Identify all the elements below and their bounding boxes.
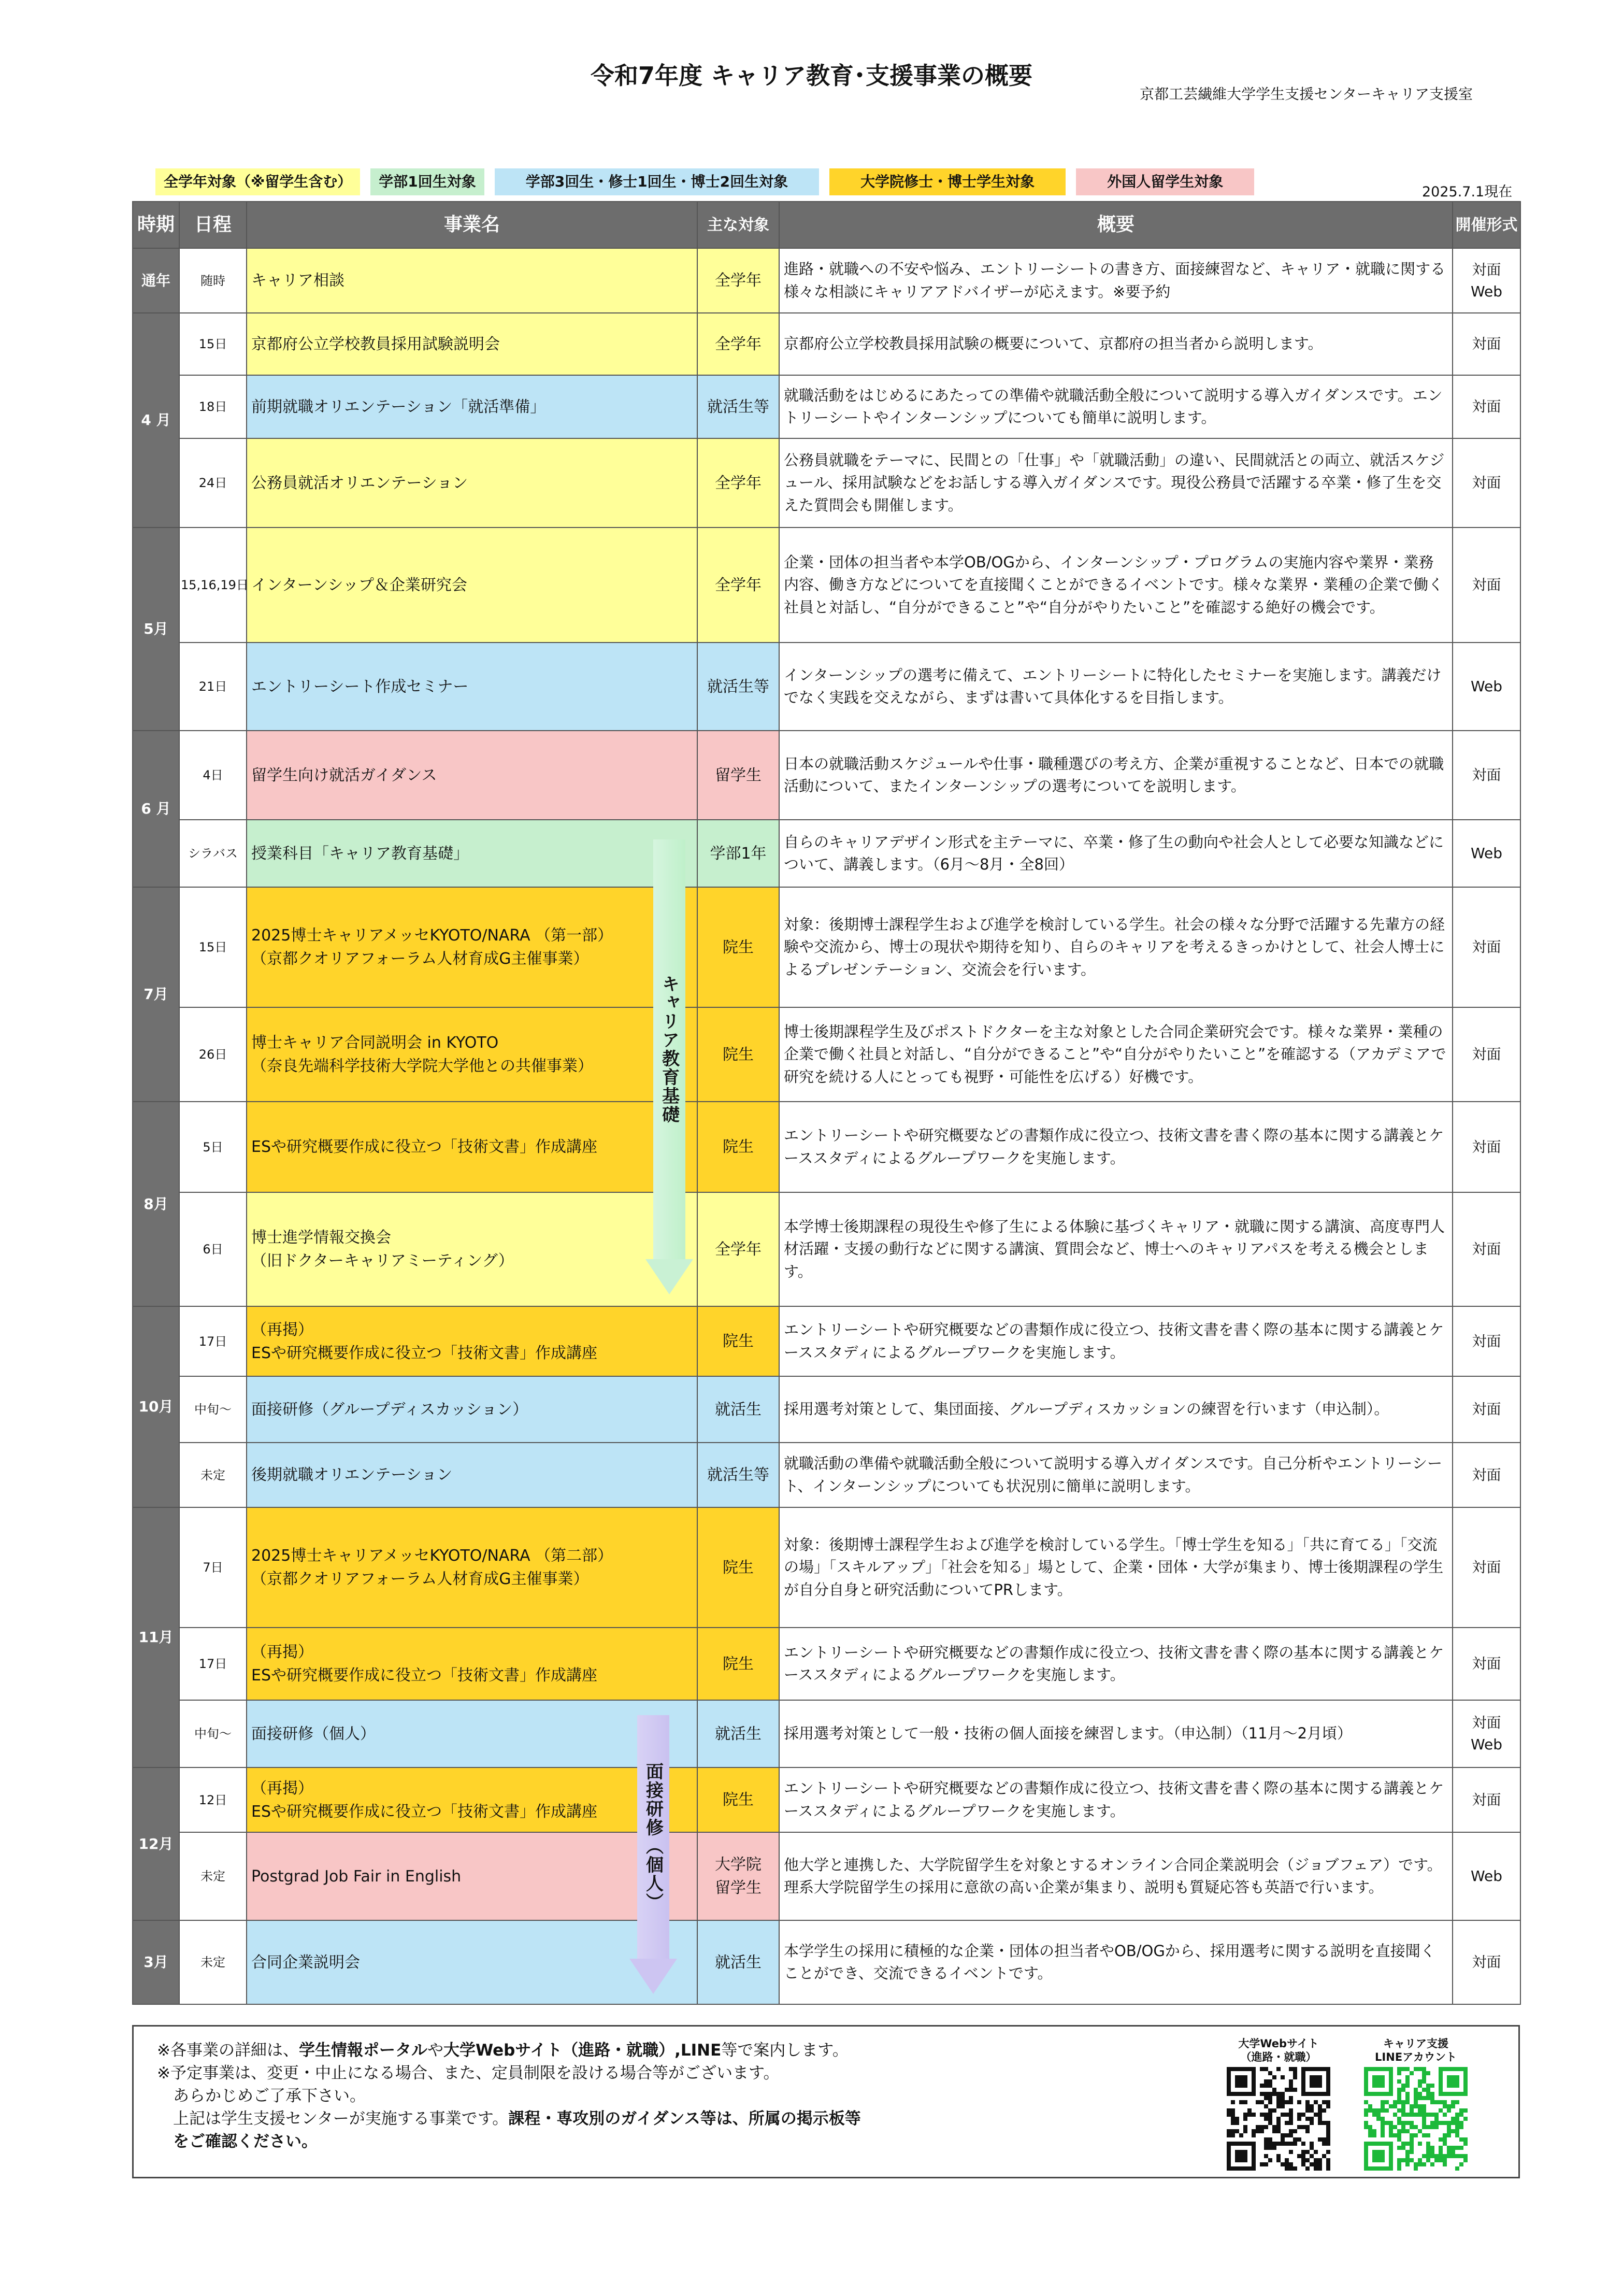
description-cell: 本学学生の採用に積極的な企業・団体の担当者やOB/OGから、採用選考に関する説明を直接聞くことができ、交流できるイベントです。	[779, 1920, 1453, 2004]
date-cell: 中旬～	[179, 1376, 247, 1443]
format-cell: 対面	[1453, 887, 1520, 1007]
description-cell: 本学博士後期課程の現役生や修了生による体験に基づくキャリア・就職に関する講演、高度専門人材活躍・支援の動行などに関する講演、質問会など、博士へのキャリアパスを考える機会とします。	[779, 1192, 1453, 1306]
month-cell: 6 月	[133, 731, 179, 887]
date-cell: 15日	[179, 887, 247, 1007]
target-cell: 院生	[697, 1767, 779, 1832]
page-title: 令和7年度 キャリア教育･支援事業の概要	[590, 62, 1033, 90]
table-row	[133, 1628, 1520, 1700]
format-cell: 対面	[1453, 1192, 1520, 1306]
target-cell: 院生	[697, 1102, 779, 1192]
date-cell: 26日	[179, 1007, 247, 1102]
description-cell: 企業・団体の担当者や本学OB/OGから、インターンシップ・プログラムの実施内容や業界・業務内容、働き方などについてを直接聞くことができるイベントです。様々な業界・業種の企業で働く社員と対話し、“自分ができること”や“自分がやりたいこと”を確認する絶好の機会です。	[779, 527, 1453, 643]
program-name-cell: 博士進学情報交換会 （旧ドクターキャリアミーティング）	[247, 1192, 697, 1306]
legend-item-undergrad1: 学部1回生対象	[370, 168, 484, 195]
description-cell: 自らのキャリアデザイン形式を主テーマに、卒業・修了生の動向や社会人として必要な知識などについて、講義します。（6月～8月・全8回）	[779, 820, 1453, 887]
header-name: 事業名	[247, 202, 697, 248]
description-cell: インターンシップの選考に備えて、エントリーシートに特化したセミナーを実施します。講義だけでなく実践を交えながら、まずは書いて具体化するを目指します。	[779, 643, 1453, 731]
target-cell: 全学年	[697, 313, 779, 375]
header-target: 主な対象	[697, 202, 779, 248]
format-cell: 対面	[1453, 731, 1520, 820]
table-row	[133, 1306, 1520, 1376]
career-course-arrow-label: キャリア教育基礎	[658, 975, 680, 1124]
month-cell: 11月	[133, 1507, 179, 1767]
table-row	[133, 820, 1520, 887]
target-cell: 全学年	[697, 527, 779, 643]
month-cell: 4 月	[133, 313, 179, 527]
note-line-2: ※予定事業は、変更・中止になる場合、また、定員制限を設ける場合等がございます。	[157, 2064, 780, 2083]
header-desc: 概要	[779, 202, 1453, 248]
legend-item-graduate: 大学院修士・博士学生対象	[829, 168, 1066, 195]
format-cell: 対面 Web	[1453, 1700, 1520, 1767]
description-cell: 進路・就職への不安や悩み、エントリーシートの書き方、面接練習など、キャリア・就職に関する様々な相談にキャリアアドバイザーが応えます。※要予約	[779, 248, 1453, 313]
description-cell: 採用選考対策として、集団面接、グループディスカッションの練習を行います（申込制）。	[779, 1376, 1453, 1443]
table-row	[133, 1700, 1520, 1767]
table-row	[133, 887, 1520, 1007]
program-name-cell: 博士キャリア合同説明会 in KYOTO （奈良先端科学技術大学院大学他との共催事業）	[247, 1007, 697, 1102]
description-cell: エントリーシートや研究概要などの書類作成に役立つ、技術文書を書く際の基本に関する講義とケーススタディによるグループワークを実施します。	[779, 1306, 1453, 1376]
description-cell: 就職活動をはじめるにあたっての準備や就職活動全般について説明する導入ガイダンスです。エントリーシートやインターンシップについても簡単に説明します。	[779, 375, 1453, 438]
note-line-4: 上記は学生支援センターが実施する事業です。課程・専攻別のガイダンス等は、所属の掲示板等	[157, 2109, 861, 2128]
date-cell: 4日	[179, 731, 247, 820]
as-of-date: 2025.7.1現在	[1422, 184, 1513, 200]
table-row	[133, 248, 1520, 313]
table-row	[133, 1102, 1520, 1192]
format-cell: Web	[1453, 1832, 1520, 1920]
table-row	[133, 1192, 1520, 1306]
target-cell: 就活生等	[697, 643, 779, 731]
date-cell: 5日	[179, 1102, 247, 1192]
date-cell: 17日	[179, 1306, 247, 1376]
qr-code-icon[interactable]	[1227, 2067, 1330, 2171]
format-cell: 対面	[1453, 1102, 1520, 1192]
table-row	[133, 1007, 1520, 1102]
description-cell: 他大学と連携した、大学院留学生を対象とするオンライン合同企業説明会（ジョブフェア）です。理系大学院留学生の採用に意欲の高い企業が集まり、説明も質疑応答も英語で行います。	[779, 1832, 1453, 1920]
date-cell: 21日	[179, 643, 247, 731]
format-cell: 対面	[1453, 1628, 1520, 1700]
target-cell: 院生	[697, 887, 779, 1007]
program-name-cell: ESや研究概要作成に役立つ「技術文書」作成講座	[247, 1102, 697, 1192]
description-cell: 就職活動の準備や就職活動全般について説明する導入ガイダンスです。自己分析やエントリーシート、インターンシップについても状況別に簡単に説明します。	[779, 1443, 1453, 1507]
date-cell: 15日	[179, 313, 247, 375]
date-cell: 随時	[179, 248, 247, 313]
table-row	[133, 1832, 1520, 1920]
format-cell: 対面	[1453, 527, 1520, 643]
career-course-arrow	[645, 839, 693, 1294]
color-legend	[155, 168, 1265, 195]
qr-line[interactable]: キャリア支援 LINEアカウント	[1359, 2037, 1473, 2174]
table-row	[133, 313, 1520, 375]
format-cell: 対面	[1453, 1376, 1520, 1443]
program-name-cell: （再掲） ESや研究概要作成に役立つ「技術文書」作成講座	[247, 1767, 697, 1832]
line-qr-code-icon[interactable]	[1364, 2067, 1468, 2171]
format-cell: 対面	[1453, 313, 1520, 375]
date-cell: 中旬～	[179, 1700, 247, 1767]
target-cell: 学部1年	[697, 820, 779, 887]
target-cell: 就活生	[697, 1700, 779, 1767]
format-cell: 対面	[1453, 375, 1520, 438]
program-name-cell: 後期就職オリエンテーション	[247, 1443, 697, 1507]
program-name-cell: 留学生向け就活ガイダンス	[247, 731, 697, 820]
header-period: 時期	[133, 202, 179, 248]
legend-item-all: 全学年対象（※留学生含む）	[155, 168, 360, 195]
format-cell: Web	[1453, 643, 1520, 731]
program-name-cell: 前期就職オリエンテーション「就活準備」	[247, 375, 697, 438]
target-cell: 就活生等	[697, 1443, 779, 1507]
website-link[interactable]: 大学Webサイト（進路・就職）,LINE	[443, 2041, 722, 2060]
target-cell: 大学院 留学生	[697, 1832, 779, 1920]
table-row	[133, 1507, 1520, 1628]
program-name-cell: 合同企業説明会	[247, 1920, 697, 2004]
program-name-cell: 2025博士キャリアメッセKYOTO/NARA （第一部） （京都クオリアフォーラム人材育成G主催事業）	[247, 887, 697, 1007]
legend-item-international: 外国人留学生対象	[1076, 168, 1254, 195]
month-cell: 12月	[133, 1767, 179, 1920]
table-row	[133, 1920, 1520, 2004]
qr-website[interactable]: 大学Webサイト （進路・就職）	[1222, 2037, 1335, 2174]
format-cell: 対面	[1453, 1767, 1520, 1832]
date-cell: 7日	[179, 1507, 247, 1628]
note-line-3: あらかじめご了承下さい。	[157, 2087, 366, 2105]
table-row	[133, 527, 1520, 643]
program-name-cell: 京都府公立学校教員採用試験説明会	[247, 313, 697, 375]
description-cell: 採用選考対策として一般・技術の個人面接を練習します。（申込制）（11月～2月頃）	[779, 1700, 1453, 1767]
program-name-cell: エントリーシート作成セミナー	[247, 643, 697, 731]
date-cell: 24日	[179, 438, 247, 527]
table-row	[133, 438, 1520, 527]
target-cell: 院生	[697, 1628, 779, 1700]
date-cell: 未定	[179, 1920, 247, 2004]
date-cell: 未定	[179, 1832, 247, 1920]
format-cell: 対面	[1453, 438, 1520, 527]
program-name-cell: 公務員就活オリエンテーション	[247, 438, 697, 527]
program-name-cell: （再掲） ESや研究概要作成に役立つ「技術文書」作成講座	[247, 1306, 697, 1376]
month-cell: 5月	[133, 527, 179, 731]
target-cell: 留学生	[697, 731, 779, 820]
note-line-1: ※各事業の詳細は、学生情報ポータルや大学Webサイト（進路・就職）,LINE等で案内します。	[157, 2041, 849, 2060]
date-cell: 15,16,19日	[179, 527, 247, 643]
target-cell: 全学年	[697, 248, 779, 313]
program-name-cell: 面接研修（個人）	[247, 1700, 697, 1767]
program-name-cell: 面接研修（グループディスカッション）	[247, 1376, 697, 1443]
date-cell: 18日	[179, 375, 247, 438]
month-cell: 7月	[133, 887, 179, 1102]
legend-item-job-hunting-years: 学部3回生・修士1回生・博士2回生対象	[495, 168, 819, 195]
date-cell: 未定	[179, 1443, 247, 1507]
table-header-row	[133, 202, 1520, 248]
format-cell: 対面	[1453, 1443, 1520, 1507]
target-cell: 就活生	[697, 1376, 779, 1443]
month-cell: 8月	[133, 1102, 179, 1306]
date-cell: 6日	[179, 1192, 247, 1306]
footer-notes	[132, 2025, 1520, 2178]
table-row	[133, 643, 1520, 731]
format-cell: 対面	[1453, 1306, 1520, 1376]
target-cell: 全学年	[697, 438, 779, 527]
interview-arrow-label: 面接研修（個人）	[642, 1762, 664, 1912]
target-cell: 全学年	[697, 1192, 779, 1306]
table-row	[133, 375, 1520, 438]
target-cell: 院生	[697, 1306, 779, 1376]
program-name-cell: キャリア相談	[247, 248, 697, 313]
interview-arrow	[629, 1715, 677, 1994]
table-row	[133, 1767, 1520, 1832]
target-cell: 就活生等	[697, 375, 779, 438]
format-cell: Web	[1453, 820, 1520, 887]
table-row	[133, 1443, 1520, 1507]
date-cell: 17日	[179, 1628, 247, 1700]
schedule-table	[132, 201, 1521, 2005]
date-cell: 12日	[179, 1767, 247, 1832]
table-row	[133, 1376, 1520, 1443]
description-cell: 京都府公立学校教員採用試験の概要について、京都府の担当者から説明します。	[779, 313, 1453, 375]
program-name-cell: （再掲） ESや研究概要作成に役立つ「技術文書」作成講座	[247, 1628, 697, 1700]
program-name-cell: Postgrad Job Fair in English	[247, 1832, 697, 1920]
program-name-cell: 授業科目「キャリア教育基礎」	[247, 820, 697, 887]
description-cell: エントリーシートや研究概要などの書類作成に役立つ、技術文書を書く際の基本に関する講義とケーススタディによるグループワークを実施します。	[779, 1102, 1453, 1192]
target-cell: 就活生	[697, 1920, 779, 2004]
format-cell: 対面 Web	[1453, 248, 1520, 313]
target-cell: 院生	[697, 1007, 779, 1102]
header-date: 日程	[179, 202, 247, 248]
program-name-cell: 2025博士キャリアメッセKYOTO/NARA （第二部） （京都クオリアフォーラム人材育成G主催事業）	[247, 1507, 697, 1628]
format-cell: 対面	[1453, 1920, 1520, 2004]
header-format: 開催形式	[1453, 202, 1520, 248]
description-cell: エントリーシートや研究概要などの書類作成に役立つ、技術文書を書く際の基本に関する講義とケーススタディによるグループワークを実施します。	[779, 1628, 1453, 1700]
description-cell: 対象：後期博士課程学生および進学を検討している学生。社会の様々な分野で活躍する先輩方の経験や交流から、博士の現状や期待を知り、自らのキャリアを考えるきっかけとして、社会人博士によるプレゼンテーション、交流会を行います。	[779, 887, 1453, 1007]
program-name-cell: インターンシップ＆企業研究会	[247, 527, 697, 643]
month-cell: 3月	[133, 1920, 179, 2004]
description-cell: 公務員就職をテーマに、民間との「仕事」や「就職活動」の違い、民間就活との両立、就活スケジュール、採用試験などをお話しする導入ガイダンスです。現役公務員で活躍する卒業・修了生を交えた質問会も開催します。	[779, 438, 1453, 527]
description-cell: 日本の就職活動スケジュールや仕事・職種選びの考え方、企業が重視することなど、日本での就職活動について、またインターンシップの選考についてを説明します。	[779, 731, 1453, 820]
month-cell: 10月	[133, 1306, 179, 1507]
date-cell: シラバス	[179, 820, 247, 887]
note-line-5: をご確認ください。	[157, 2132, 318, 2151]
description-cell: 対象：後期博士課程学生および進学を検討している学生。「博士学生を知る」「共に育てる」「交流の場」「スキルアップ」「社会を知る」場として、企業・団体・大学が集まり、博士後期課程の学生が自分自身と研究活動についてPRします。	[779, 1507, 1453, 1628]
table-row	[133, 731, 1520, 820]
format-cell: 対面	[1453, 1507, 1520, 1628]
portal-link[interactable]: 学生情報ポータル	[298, 2041, 427, 2060]
description-cell: エントリーシートや研究概要などの書類作成に役立つ、技術文書を書く際の基本に関する講義とケーススタディによるグループワークを実施します。	[779, 1767, 1453, 1832]
month-cell: 通年	[133, 248, 179, 313]
target-cell: 院生	[697, 1507, 779, 1628]
description-cell: 博士後期課程学生及びポストドクターを主な対象とした合同企業研究会です。様々な業界・業種の企業で働く社員と対話し、“自分ができること”や“自分がやりたいこと”を確認する（アカデミアで研究を続ける人にとっても視野・可能性を広げる）好機です。	[779, 1007, 1453, 1102]
format-cell: 対面	[1453, 1007, 1520, 1102]
organization-name: 京都工芸繊維大学学生支援センターキャリア支援室	[1140, 85, 1473, 103]
